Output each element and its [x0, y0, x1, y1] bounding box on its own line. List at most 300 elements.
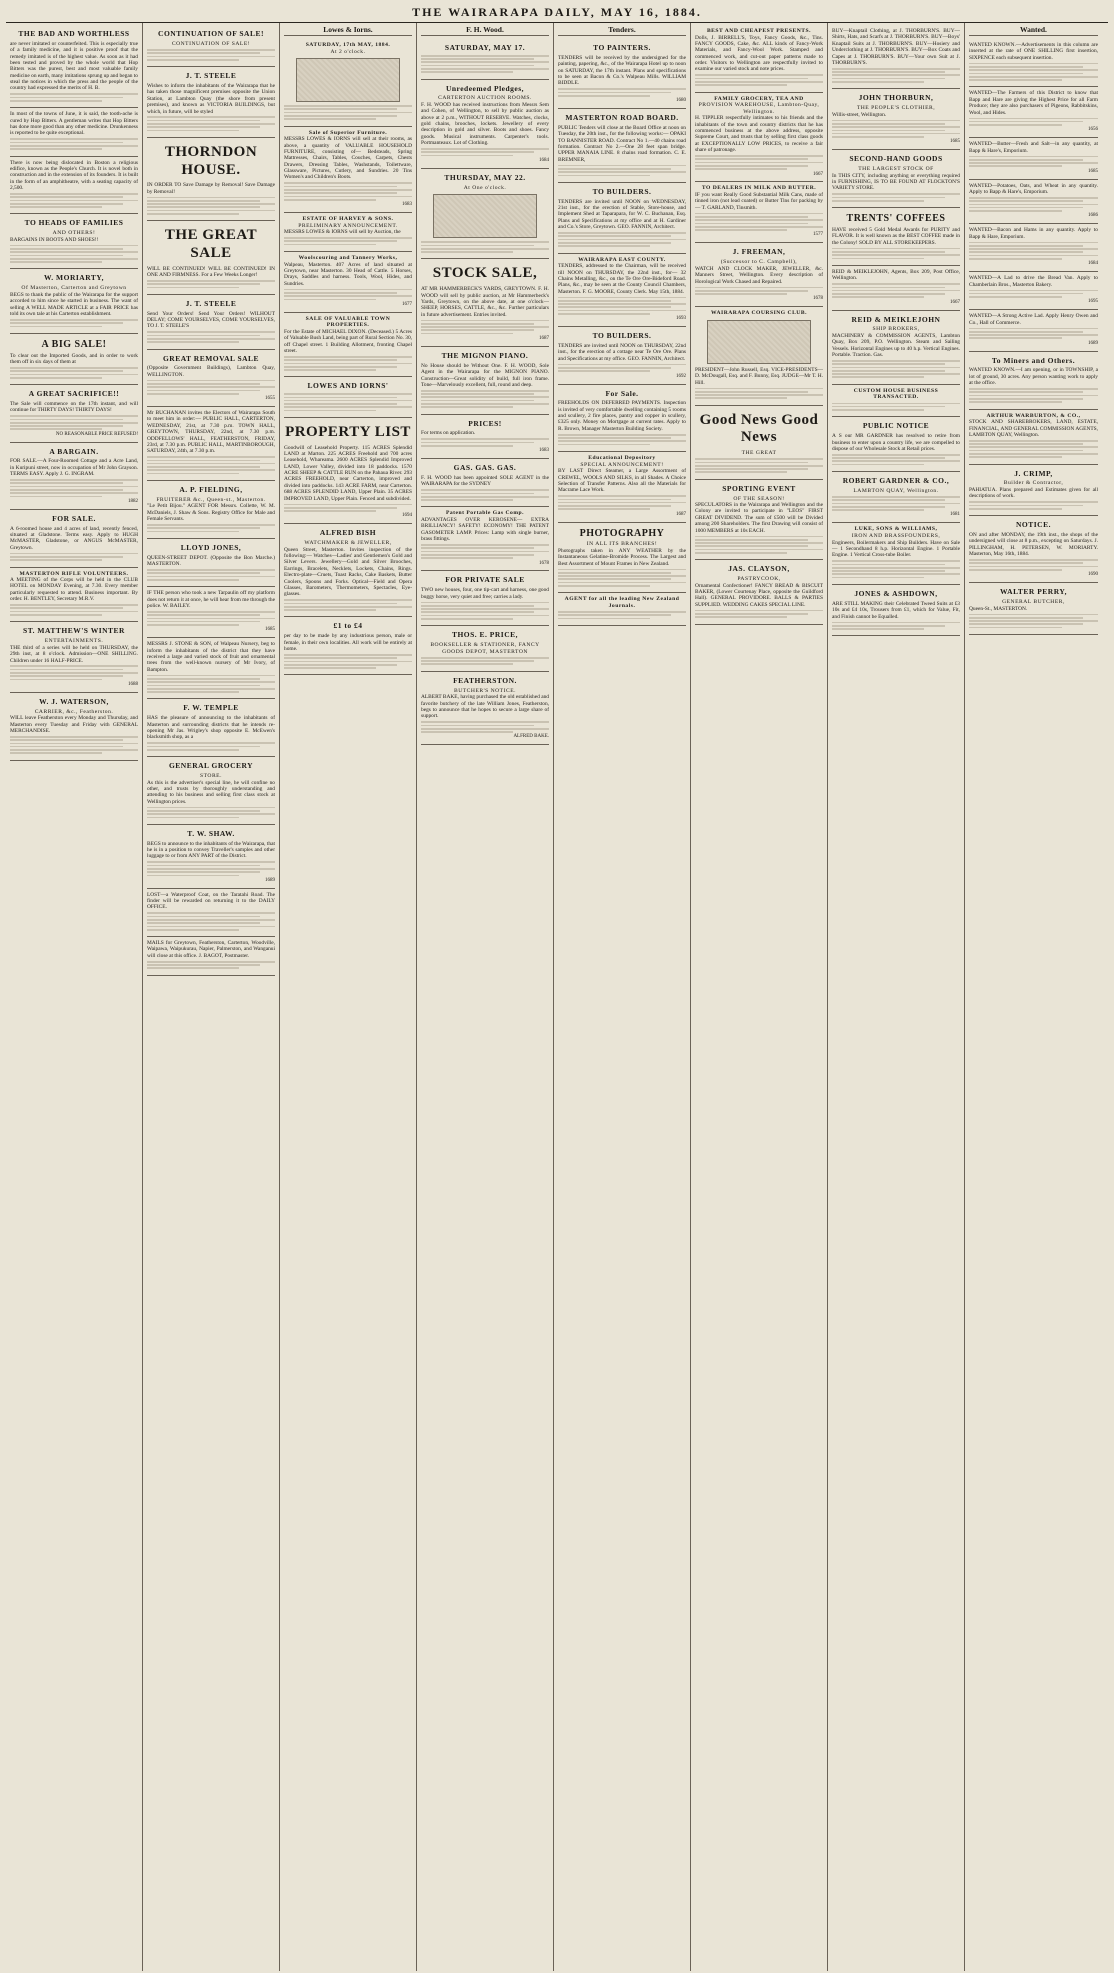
- print-line: [284, 186, 397, 188]
- advertisement: [147, 350, 275, 407]
- ad-subheading: Builder & Contractor,: [1003, 480, 1064, 487]
- ad-body-text: BY LAST Direct Steamer, a Large Assortment of CREWEL, WOOLS AND SILKS, in all Shades. A Choice Selection of Transfer Patterns. Also all the Materials for Macrame Lace Work.: [558, 468, 686, 494]
- print-line: [284, 115, 397, 117]
- print-line: [421, 71, 513, 73]
- print-line: [421, 393, 534, 395]
- print-line: [284, 289, 412, 291]
- ad-body-text: F. H. WOOD has received instructions from Messrs Sem and Cohen, of Wellington, to sell by public auction as above at 2 p.m., WITHOUT RESERVE. Watches, clocks, gold chains, brooches, lockets. Jewellery of every description in gold and silver. Boots and shoes. Fancy goods. Musical instruments. Carpenter's tools. Portmanteaux. Lot of Clothing.: [421, 101, 549, 147]
- column-header: Lowes & Iorns.: [284, 25, 412, 36]
- print-line: [147, 742, 275, 744]
- ad-headline: FEATHERSTON.: [453, 675, 517, 685]
- print-line: [147, 59, 239, 61]
- print-line: [10, 206, 102, 208]
- ad-body-text: Queen-St., MASTERTON.: [969, 605, 1028, 612]
- ad-body-text: H. TIPPLER respectfully intimates to his friends and the inhabitants of the town and country districts that he has commenced business at the above address, opposite Supreme Court, and trusts that by selling first class goods at EXCEPTIONALLY LOW PRICES, to receive a fair share of patronage.: [695, 115, 823, 154]
- print-line: [695, 216, 808, 218]
- print-line: [969, 501, 1098, 503]
- advertisement: [421, 459, 549, 507]
- print-line: [10, 665, 138, 667]
- advertisement: [147, 889, 275, 937]
- advertisement: [147, 937, 275, 976]
- ad-headline: PROPERTY LIST: [285, 423, 411, 440]
- advertisement: [10, 214, 138, 269]
- columns: [6, 23, 1108, 1971]
- ad-body-text: Mr BUCHANAN invites the Electors of Wairarapa South to meet him in order:— PUBLIC HALL, CARTERTON, WEDNESDAY, 21st, at 7.30 p.m. TOWN HALL, GREYTOWN, THURSDAY, 22nd, at 7.30 p.m. ODDFELLOWS' HALL, FEATHERSTON, FRIDAY, 23rd, at 7.30 p.m. PUBLIC HALL, MARTINBOROUGH, SATURDAY, 24th, at 7.30 p.m.: [147, 410, 275, 455]
- print-line: [969, 296, 1062, 298]
- print-line: [284, 507, 397, 509]
- print-line: [10, 428, 102, 430]
- print-line: [421, 390, 549, 392]
- print-line: [10, 672, 138, 674]
- ad-reference-number: 1667: [813, 171, 823, 177]
- ad-body-text: Send Your Orders! Send Your Orders! WILHOUT DELAY; COME YOURSELVES, COME YOURSELVES, TO J. T. STEELE'S: [147, 310, 275, 330]
- ad-headline: A BIG SALE!: [41, 338, 107, 350]
- ad-headline: Unredeemed Pledges,: [445, 83, 525, 93]
- ad-body-text: REID & MEIKLEJOHN, Agents, Box 209, Post Office, Wellington.: [832, 268, 960, 282]
- advertisement: [558, 385, 686, 452]
- print-line: [969, 197, 1098, 199]
- print-line: [147, 922, 260, 924]
- print-line: [695, 290, 808, 292]
- print-line: [558, 434, 686, 436]
- print-line: [695, 155, 823, 157]
- print-line: [832, 78, 945, 80]
- ad-body-text: BUY—Knaptail Clothing, at J. THORBURN'S. BUY—Shirts, Hats, and Scarfs at J. THORBURN'S. BUY—Boys' Knaptail Suits at J. THORBURN'S. BUY—Hosiery and Underclothing at J. THORBURN'S. BUY—Box Coats and Capes at J. THORBURN'S. BUY—Your own Suit at J. THORBURN'S.: [832, 28, 960, 66]
- ad-headline: JONES & ASHDOWN,: [854, 588, 938, 598]
- print-line: [969, 69, 1098, 71]
- print-line: [10, 370, 123, 372]
- ad-body-text: STOCK AND SHAREBROKERS, LAND, ESTATE, FINANCIAL, AND GENERAL COMMISSION AGENTS, LAMBTON QUAY, Wellington.: [969, 419, 1098, 438]
- print-line: [832, 251, 945, 253]
- print-line: [695, 552, 787, 554]
- ad-reference-number: 1656: [1088, 127, 1098, 133]
- ad-body-text: BARGAINS IN BOOTS AND SHOES!!: [10, 236, 99, 243]
- advertisement: [147, 67, 275, 138]
- ad-reference-number: 1655: [265, 396, 275, 402]
- ad-body-text: WANTED KNOWN.—I am opening, or in TOWNSHIP, a lot of ground, 30 acres. Any person wanting work to apply at the office.: [969, 367, 1098, 387]
- ad-body-text: ARE STILL MAKING their Celebrated Tweed Suits at £3 10s and £4 10s, Trousers from £1, which for Value, Fit, and Finish cannot be Equalled.: [832, 600, 960, 620]
- print-line: [558, 578, 671, 580]
- ad-headline: ST. MATTHEW'S WINTER: [23, 626, 125, 636]
- print-line: [147, 967, 239, 969]
- advertisement: [147, 295, 275, 350]
- advertisement: [558, 327, 686, 384]
- print-line: [147, 49, 275, 51]
- ad-subheading: THE PEOPLE'S CLOTHIER,: [856, 105, 936, 112]
- ad-subheading: IRON AND BRASSFOUNDERS,: [851, 532, 941, 539]
- advertisement: [969, 87, 1098, 138]
- print-line: [969, 328, 1098, 330]
- print-line: [832, 628, 924, 630]
- print-line: [695, 465, 823, 467]
- advertisement: [558, 183, 686, 254]
- print-line: [147, 861, 275, 863]
- print-line: [421, 245, 534, 247]
- print-line: [421, 489, 549, 491]
- print-line: [832, 283, 960, 285]
- print-line: [147, 916, 260, 918]
- advertisement: [832, 472, 960, 523]
- print-line: [421, 547, 534, 549]
- print-line: [10, 679, 102, 681]
- print-line: [147, 126, 260, 128]
- ad-headline: J. T. STEELE: [185, 71, 237, 81]
- ad-reference-number: 1688: [128, 681, 138, 687]
- print-line: [969, 258, 1062, 260]
- column-4: [417, 23, 554, 1971]
- print-line: [695, 397, 787, 399]
- ad-body-text: QUEEN-STREET DEPOT. (Opposite the Bon Marche.) MASTERTON.: [147, 554, 275, 568]
- print-line: [832, 293, 945, 295]
- print-line: [969, 290, 1098, 292]
- masthead: THE WAIRARAPA DAILY, MAY 16, 1884.: [412, 5, 702, 19]
- print-line: [284, 504, 412, 506]
- print-line: [421, 731, 513, 733]
- print-line: [284, 599, 412, 601]
- ad-headline: STOCK SALE,: [432, 265, 538, 282]
- advertisement: [421, 80, 549, 169]
- column-3: [280, 23, 417, 1971]
- print-line: [558, 245, 650, 247]
- print-line: [284, 664, 397, 666]
- print-line: [10, 200, 138, 202]
- ad-body-text: HAS the pleasure of announcing to the inhabitants of Masterton and surrounding districts that he intends re-opening Mr Jas. Wrigley's shop opposite E. McEwen's blacksmith shop, as a: [147, 715, 275, 741]
- print-line: [147, 678, 260, 680]
- print-line: [421, 660, 534, 662]
- advertisement: [10, 510, 138, 568]
- print-line: [421, 333, 513, 335]
- print-line: [421, 557, 513, 559]
- print-line: [147, 524, 275, 526]
- print-line: [147, 624, 239, 626]
- print-line: [147, 383, 260, 385]
- print-line: [421, 241, 549, 243]
- advertisement: [10, 693, 138, 761]
- ad-headline: To Miners and Others.: [991, 355, 1076, 365]
- print-line: [10, 415, 138, 417]
- print-line: [969, 446, 1098, 448]
- print-line: [284, 244, 376, 246]
- print-line: [421, 496, 549, 498]
- print-line: [147, 123, 275, 125]
- print-line: [147, 473, 239, 475]
- ad-body-text: MESSRS LOWES & IORNS will sell at their rooms, as above, a quantity of VALUABLE HOUSEHOLD FURNITURE, consisting of— Bedsteads, Spring Mattresses, Chairs, Tables, Couches, Carpets, Chests Drawers, Dressing Tables, Washstands, Toilettware, Glassware, Pictures, Cutlery, and Sundries. 20 Tins Women's and Children's Boots.: [284, 136, 412, 181]
- print-line: [284, 366, 397, 368]
- print-line: [558, 364, 686, 366]
- print-line: [558, 168, 671, 170]
- ad-headline: AGENT for all the leading New Zealand Journals.: [564, 596, 680, 609]
- print-line: [147, 213, 239, 215]
- print-line: [147, 569, 275, 571]
- ad-headline: WAIRARAPA EAST COUNTY.: [578, 256, 666, 263]
- ad-body-text: PAHIATUA. Plans prepared and Estimates given for all descriptions of work.: [969, 487, 1098, 500]
- ad-reference-number: 1678: [539, 560, 549, 566]
- print-line: [558, 444, 650, 446]
- print-line: [832, 457, 945, 459]
- print-line: [558, 569, 686, 571]
- print-line: [284, 654, 412, 656]
- print-line: [421, 657, 549, 659]
- print-line: [558, 505, 671, 507]
- print-line: [832, 136, 924, 138]
- engraving-illustration: [707, 320, 811, 364]
- print-line: [10, 479, 138, 481]
- ad-subheading: SPECIAL ANNOUNCEMENT!: [580, 461, 664, 468]
- ad-body-text: MESSRS LOWES & IORNS will sell by Auction, the: [284, 229, 401, 236]
- print-line: [832, 577, 924, 579]
- print-line: [832, 460, 960, 462]
- ad-headline: W. J. WATERSON,: [39, 696, 109, 706]
- ad-headline: SPORTING EVENT: [722, 483, 796, 493]
- print-line: [695, 81, 823, 83]
- print-line: [832, 123, 945, 125]
- ad-reference-number: ALFRED BAKE.: [513, 734, 549, 740]
- print-line: [10, 422, 138, 424]
- print-line: [695, 462, 808, 464]
- print-line: [832, 506, 945, 508]
- ad-headline: PUBLIC NOTICE: [862, 421, 930, 431]
- ad-headline: SATURDAY, 17th MAY, 1884.: [305, 42, 391, 48]
- ad-subheading: OF THE SEASON!: [733, 495, 785, 502]
- print-line: [832, 360, 960, 362]
- advertisement: [969, 180, 1098, 225]
- ad-body-text: A 6-roomed house and 4 acres of land, recently fenced, situated at Gladstone. Terms easy. Apply to HUGH McMASTER, Gladstone, or ANGUS McMASTER, Greytown.: [10, 525, 138, 551]
- print-line: [284, 196, 412, 198]
- ad-subheading: BOOKSELLER & STATIONER, FANCY GOODS DEPOT, MASTERTON: [430, 642, 540, 655]
- print-line: [10, 261, 102, 263]
- print-line: [558, 303, 686, 305]
- print-line: [147, 206, 260, 208]
- print-line: [421, 320, 549, 322]
- print-line: [421, 611, 534, 613]
- print-line: [284, 237, 412, 239]
- print-line: [969, 159, 1083, 161]
- print-line: [558, 92, 671, 94]
- ad-subheading: BUTCHER'S NOTICE.: [453, 687, 517, 694]
- print-line: [10, 100, 102, 102]
- print-line: [421, 155, 513, 157]
- print-line: [832, 290, 960, 292]
- column-header: Wanted.: [969, 25, 1098, 36]
- ad-headline: SALE OF VALUABLE TOWN PROPERTIES.: [305, 315, 391, 329]
- print-line: [284, 657, 397, 659]
- ad-headline: WALTER PERRY,: [1000, 587, 1067, 597]
- engraving-illustration: [296, 58, 400, 102]
- ad-reference-number: 1689: [265, 877, 275, 883]
- print-line: [147, 331, 275, 333]
- advertisement: [421, 571, 549, 626]
- print-line: [421, 442, 534, 444]
- print-line: [284, 299, 376, 301]
- print-line: [284, 105, 412, 107]
- print-line: [10, 739, 123, 741]
- print-line: [147, 868, 275, 870]
- print-line: [558, 367, 671, 369]
- print-line: [969, 162, 1098, 164]
- advertisement: [832, 25, 960, 89]
- print-line: [284, 369, 376, 371]
- print-line: [147, 390, 260, 392]
- print-line: [832, 126, 960, 128]
- print-line: [558, 300, 671, 302]
- print-line: [10, 319, 138, 321]
- print-line: [969, 200, 1083, 202]
- print-line: [558, 88, 686, 90]
- print-line: [558, 495, 686, 497]
- print-line: [284, 182, 412, 184]
- print-line: [10, 482, 123, 484]
- print-line: [10, 556, 123, 558]
- ad-headline: A GREAT SACRIFICE!!: [28, 389, 120, 399]
- print-line: [558, 370, 650, 372]
- ad-body-text: There is now being dislocated in Boston a religious edifice, known as the People's Church. It is novel both in construction and in the extension of its founders. It is built in the form of an amphitheatre, with a seating capacity of 2,500.: [10, 159, 138, 191]
- print-line: [10, 145, 138, 147]
- advertisement: [284, 418, 412, 524]
- print-line: [421, 499, 513, 501]
- advertisement: [284, 213, 412, 252]
- ad-body-text: IF THE person who took a new Tarpaulin off my platform does not return it at once, he will hear from me through the police. W. BAILEY.: [147, 590, 275, 609]
- print-line: [147, 460, 260, 462]
- print-line: [832, 373, 960, 375]
- ad-headline: SECOND-HAND GOODS: [849, 154, 943, 164]
- ad-body-text: A S our MR GARDNER has resolved to retire from business to enter upon a country life, we are compelled to dispose of our Wholesale Stock at Retail prices.: [832, 433, 960, 452]
- print-line: [832, 200, 924, 202]
- advertisement: [284, 313, 412, 378]
- print-line: [10, 746, 123, 748]
- print-line: [10, 258, 138, 260]
- print-line: [558, 232, 686, 234]
- print-line: [10, 559, 102, 561]
- print-line: [10, 614, 102, 616]
- print-line: [969, 569, 1062, 571]
- print-line: [832, 68, 960, 70]
- print-line: [147, 120, 260, 122]
- advertisement: [969, 583, 1098, 635]
- print-line: [558, 618, 650, 620]
- column-6: [691, 23, 828, 1971]
- advertisement: [147, 138, 275, 221]
- print-line: [969, 124, 1062, 126]
- advertisement: [969, 410, 1098, 465]
- advertisement: [284, 39, 412, 127]
- print-line: [695, 613, 808, 615]
- print-line: [284, 356, 412, 358]
- print-line: [10, 248, 123, 250]
- print-line: [969, 242, 1098, 244]
- advertisement: [147, 481, 275, 539]
- print-line: [832, 81, 924, 83]
- print-line: [10, 193, 138, 195]
- print-line: [832, 403, 960, 405]
- print-line: [10, 604, 138, 606]
- print-line: [284, 400, 412, 402]
- ad-body-text: To clear out the Imported Goods, and in order to work them off in six days of them at: [10, 352, 138, 366]
- advertisement: [421, 415, 549, 460]
- ad-headline: THORNDON HOUSE.: [164, 143, 258, 178]
- advertisement: [695, 93, 823, 183]
- print-line: [147, 210, 275, 212]
- ad-headline: THE BAD AND WORTHLESS: [18, 29, 130, 38]
- advertisement: [832, 89, 960, 150]
- ad-body-text: WANTED—A Strong Active Lad. Apply Henry Owen and Co., Hall of Commerce.: [969, 313, 1098, 326]
- print-line: [421, 551, 549, 553]
- ad-reference-number: 1690: [1088, 572, 1098, 578]
- print-line: [284, 199, 376, 201]
- engraving-illustration: [433, 194, 537, 238]
- print-line: [284, 192, 397, 194]
- print-line: [832, 573, 960, 575]
- print-line: [147, 130, 239, 132]
- print-line: [695, 162, 823, 164]
- print-line: [284, 609, 376, 611]
- ad-reference-number: 1695: [1088, 299, 1098, 305]
- ad-body-text: "Le Petit Bijou." AGENT FOR Messrs. Collette, W. M. McDaniels, J. Shaw & Sons. Registry Office for Male and Female Servants.: [147, 503, 275, 523]
- print-line: [832, 133, 960, 135]
- print-line: [284, 240, 397, 242]
- print-line: [421, 728, 549, 730]
- print-line: [695, 158, 808, 160]
- print-line: [10, 553, 138, 555]
- print-line: [832, 287, 945, 289]
- ad-headline: Woolscouring and Tannery Works,: [298, 254, 398, 261]
- ad-headline: Sale of Superior Furniture.: [308, 129, 388, 136]
- print-line: [421, 544, 549, 546]
- ad-body-text: IN ORDER TO Save Damage by Removal! Save Damage by Removal!: [147, 182, 275, 195]
- ad-body-text: (Opposite Government Buildings), Lambton Quay, WELLINGTON.: [147, 365, 275, 378]
- ad-body-text: WANTED—Butter—Fresh and Salt—in any quantity, at Bapp & Hare's, Emporium.: [969, 141, 1098, 154]
- print-line: [421, 493, 534, 495]
- print-line: [421, 396, 549, 398]
- print-line: [558, 235, 671, 237]
- print-line: [147, 621, 260, 623]
- print-line: [695, 610, 823, 612]
- print-line: [695, 213, 823, 215]
- print-line: [284, 410, 376, 412]
- print-line: [695, 78, 808, 80]
- ad-body-text: PUBLIC Tenders will close at the Board Office at noon on Tuesday, the 20th inst., for the following works:— OPAKI TO BANNISTER ROAD. Contract No 1.—40 chains road formation. Contract No 2.—One 28 feet span bridge. UPPER MANAIA LINE. 8 chains road formation. C. E. BREMNER,: [558, 124, 686, 163]
- print-line: [695, 229, 787, 231]
- print-line: [832, 363, 945, 365]
- ad-subheading: THE LARGEST STOCK OF: [858, 166, 934, 173]
- ad-body-text: MESSRS J. STONE & SON, of Walpeau Nursery, beg to inform the inhabitants of the district that they have received a large and varied stock of fruit and ornamental trees from the well-known nursery of Mr Ivory, of Bampton.: [147, 641, 275, 673]
- print-line: [558, 508, 650, 510]
- print-line: [969, 395, 1098, 397]
- ad-reference-number: 1686: [1088, 213, 1098, 219]
- ad-body-text: Ornamental Confectioner! FANCY BREAD & BISCUIT BAKER, (Lower Courtenay Place, opposite the Guildford Hall). GENERAL PROVIDORE. BALLS & PARTIES SUPPLIED. WEDDING CAKES SPECIAL LINE.: [695, 582, 823, 608]
- print-line: [284, 603, 397, 605]
- ad-reference-number: 1683: [539, 448, 549, 454]
- print-line: [147, 456, 275, 458]
- print-line: [421, 400, 534, 402]
- advertisement: [10, 157, 138, 215]
- ad-body-text: SPECULATORS in the Wairarapa and Wellington and the Colony are invited to participate in "LEOS" FIRST GREAT DIVIDEND. The sum of £500 will be Divided among 200 Shareholders. The first Drawing will consist of 1000 MEMBERS at 10s EACH.: [695, 502, 823, 534]
- ad-body-text: Willis-street, Wellington.: [832, 111, 887, 118]
- print-line: [10, 142, 123, 144]
- ad-headline: Good News Good News: [699, 411, 819, 446]
- print-line: [421, 725, 534, 727]
- ad-reference-number: NO REASONABLE PRICE REFUSED!: [55, 431, 138, 437]
- print-line: [969, 79, 1062, 81]
- ad-headline: J. T. STEELE: [185, 298, 237, 308]
- print-line: [147, 614, 260, 616]
- ad-headline: NOTICE.: [1016, 520, 1051, 530]
- ad-body-text: WANTED—A Lad to drive the Bread Van. Apply to Chamberlain Bros., Masterton Bakery.: [969, 275, 1098, 288]
- print-line: [695, 219, 823, 221]
- advertisement: [969, 465, 1098, 517]
- print-line: [10, 203, 123, 205]
- ad-body-text: TENDERS are invited until NOON on WEDNESDAY, 21st inst., for the erection of Stable, Store-house, and Implement Shed at Taparapara, for W. C. Buchanan, Esq. Plans and Specifications at my office and at H. Gardiner and Co.'s Store, Greytown. GEO. FANNIN, Architect.: [558, 198, 686, 231]
- print-line: [147, 527, 260, 529]
